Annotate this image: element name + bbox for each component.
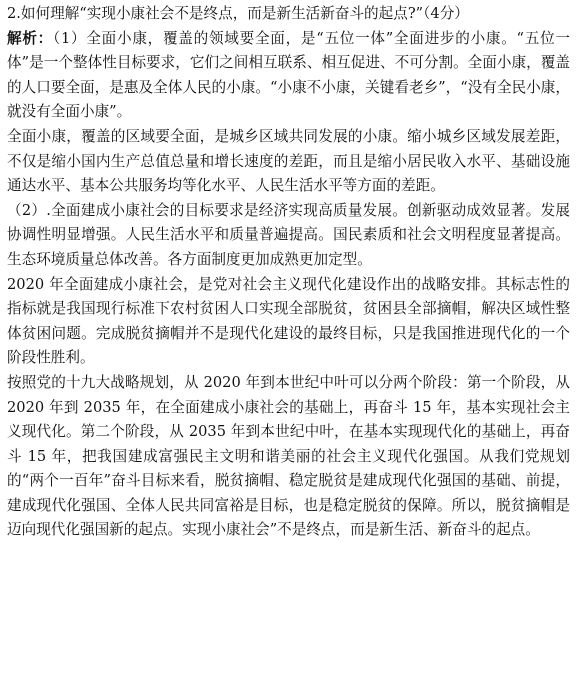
analysis-paragraph-4: 2020 年全面建成小康社会，是党对社会主义现代化建设作出的战略安排。其标志性的指标就是我国现行标准下农村贫困人口实现全部脱贫，贫困县全部摘帽，解决区域性整体贫困问题。完成脱贫摘帽并不是现代化建设的最终目标，只是我国推进现代化的一个阶段性胜利。 — [7, 275, 570, 367]
analysis-paragraph-1-text: （1）全面小康，覆盖的领域要全面，是“五位一体”全面进步的小康。“五位一体”是一个整体性目标要求，它们之间相互联系、相互促进、不可分割。全面小康，覆盖的人口要全面，是惠及全体人民的小康。“小康不小康，关键看老乡”，“没有全民小康，就没有全面小康”。 — [7, 29, 570, 121]
analysis-label: 解析： — [7, 29, 53, 47]
analysis-paragraph-3: （2）.全面建成小康社会的目标要求是经济实现高质量发展。创新驱动成效显著。发展协调性明显增强。人民生活水平和质量普遍提高。国民素质和社会文明程度显著提高。生态环境质量总体改善。各方面制度更加成熟更加定型。 — [7, 201, 570, 268]
analysis-paragraph-5: 按照党的十九大战略规划，从 2020 年到本世纪中叶可以分两个阶段：第一个阶段，从 2020 年到 2035 年，在全面建成小康社会的基础上，再奋斗 15 年，基本实现社会主义现代化。第二个阶段，从 2035 年到本世纪中叶，在基本实现现代化的基础上，再奋斗 15 年，把我国建成富强民主文明和谐美丽的社会主义现代化强国。从我们党规划的“两个一百年”奋斗目标来看，脱贫摘帽、稳定脱贫是建成现代化强国的基础、前提，建成现代化强国、全体人民共同富裕是目标，也是稳定脱贫的保障。所以，脱贫摘帽是迈向现代化强国新的起点。实现小康社会”不是终点，而是新生活、新奋斗的起点。 — [7, 373, 570, 539]
analysis-paragraph-2: 全面小康，覆盖的区域要全面，是城乡区域共同发展的小康。缩小城乡区域发展差距，不仅是缩小国内生产总值总量和增长速度的差距，而且是缩小居民收入水平、基础设施通达水平、基本公共服务均等化水平、人民生活水平等方面的差距。 — [7, 127, 570, 195]
analysis-paragraph-1 — [7, 27, 570, 125]
question-text: 2.如何理解“实现小康社会不是终点，而是新生活新奋斗的起点?”（4分） — [7, 5, 469, 22]
